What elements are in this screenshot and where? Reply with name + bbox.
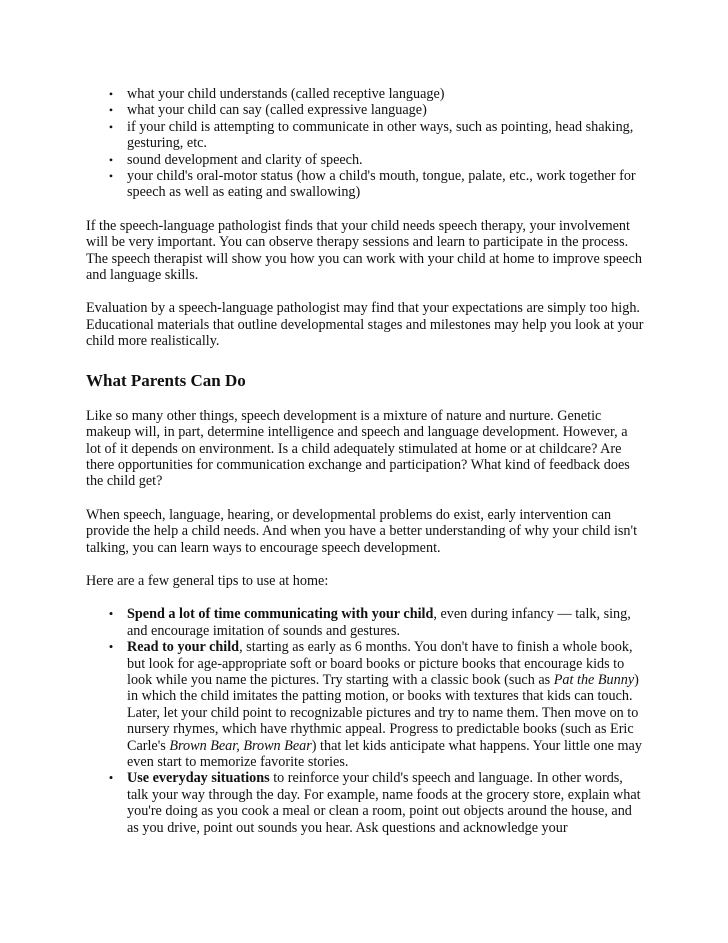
list-item-text: if your child is attempting to communicate in other ways, such as pointing, head shaking, gesturing, etc. (127, 118, 634, 152)
bullet-icon: • (108, 87, 114, 101)
bullet-icon: • (108, 606, 114, 622)
list-item (86, 770, 646, 836)
bullet-icon: • (108, 639, 114, 655)
bullet-icon: • (108, 169, 114, 184)
bullet-icon: • (108, 152, 114, 167)
list-item-text: sound development and clarity of speech. (127, 151, 363, 168)
tip-text: ) that let kids anticipate what happens. Your little one may even start to memorize favorite stories. (127, 737, 642, 770)
paragraph-tips-intro: Here are a few general tips to use at home: (86, 572, 329, 589)
bullet-icon: • (108, 103, 114, 118)
bullet-icon: • (108, 770, 114, 786)
section-heading: What Parents Can Do (86, 370, 246, 390)
tip-text: , even during infancy — talk, sing, and encourage imitation of sounds and gestures. (127, 606, 631, 639)
book-title: Brown Bear, Brown Bear (169, 737, 312, 754)
list-item-text: what your child understands (called receptive language) (127, 86, 445, 102)
evaluation-bullet-list (86, 86, 646, 201)
paragraph-involvement: If the speech-language pathologist finds that your child needs speech therapy, your involvement will be very important. You can observe therapy sessions and learn to participate in the process. The speech therapist will show you how you can work with your child at home to improve speech and language skills. (86, 217, 642, 284)
list-item (86, 639, 646, 770)
tip-bold-lead: Spend a lot of time communicating with your child (127, 606, 434, 623)
tip-text: , starting as early as 6 months. You don't have to finish a whole book, but look for age-appropriate soft or board books or picture books that encourage kids to look while you name the pictures. Try starting with a classic book (such as (127, 639, 633, 688)
tip-text: to reinforce your child's speech and language. In other words, talk your way through the day. For example, name foods at the grocery store, explain what you're doing as you cook a meal or clean a room, point out objects around the house, and as you drive, point out sounds you hear. Ask questions and acknowledge your (127, 770, 641, 836)
list-item (86, 119, 646, 152)
list-item-text: what your child can say (called expressive language) (127, 102, 427, 119)
bullet-icon: • (108, 119, 114, 134)
list-item (86, 152, 646, 168)
paragraph-nature-nurture: Like so many other things, speech development is a mixture of nature and nurture. Genetic makeup will, in part, determine intelligence and speech and language development. However, a lot of it depends on environment. Is a child adequately stimulated at home or at childcare? Are there opportunities for communication exchange and participation? What kind of feedback does the child get? (86, 407, 630, 490)
list-item (86, 86, 646, 102)
tip-bold-lead: Use everyday situations (127, 770, 270, 787)
list-item-text: your child's oral-motor status (how a child's mouth, tongue, palate, etc., work together for speech as well as eating and swallowing) (127, 168, 636, 201)
page-content (86, 86, 646, 836)
tip-text: ) in which the child imitates the patting motion, or books with textures that kids can touch. Later, let your child point to recognizable pictures and try to name them. Then move on to nursery rhymes, which have rhythmic appeal. Progress to predictable books (such as Eric Carle's (127, 671, 639, 754)
paragraph-early-intervention: When speech, language, hearing, or developmental problems do exist, early intervention can provide the help a child needs. And when you have a better understanding of why your child isn't talking, you can learn ways to encourage speech development. (86, 506, 638, 556)
list-item (86, 606, 646, 639)
tips-bullet-list (86, 606, 646, 836)
tip-bold-lead: Read to your child (127, 639, 240, 656)
book-title: Pat the Bunny (553, 671, 635, 688)
list-item (86, 102, 646, 118)
list-item (86, 168, 646, 201)
paragraph-expectations: Evaluation by a speech-language pathologist may find that your expectations are simply too high. Educational materials that outline developmental stages and milestones may help you look at your child more realistically. (86, 300, 644, 350)
